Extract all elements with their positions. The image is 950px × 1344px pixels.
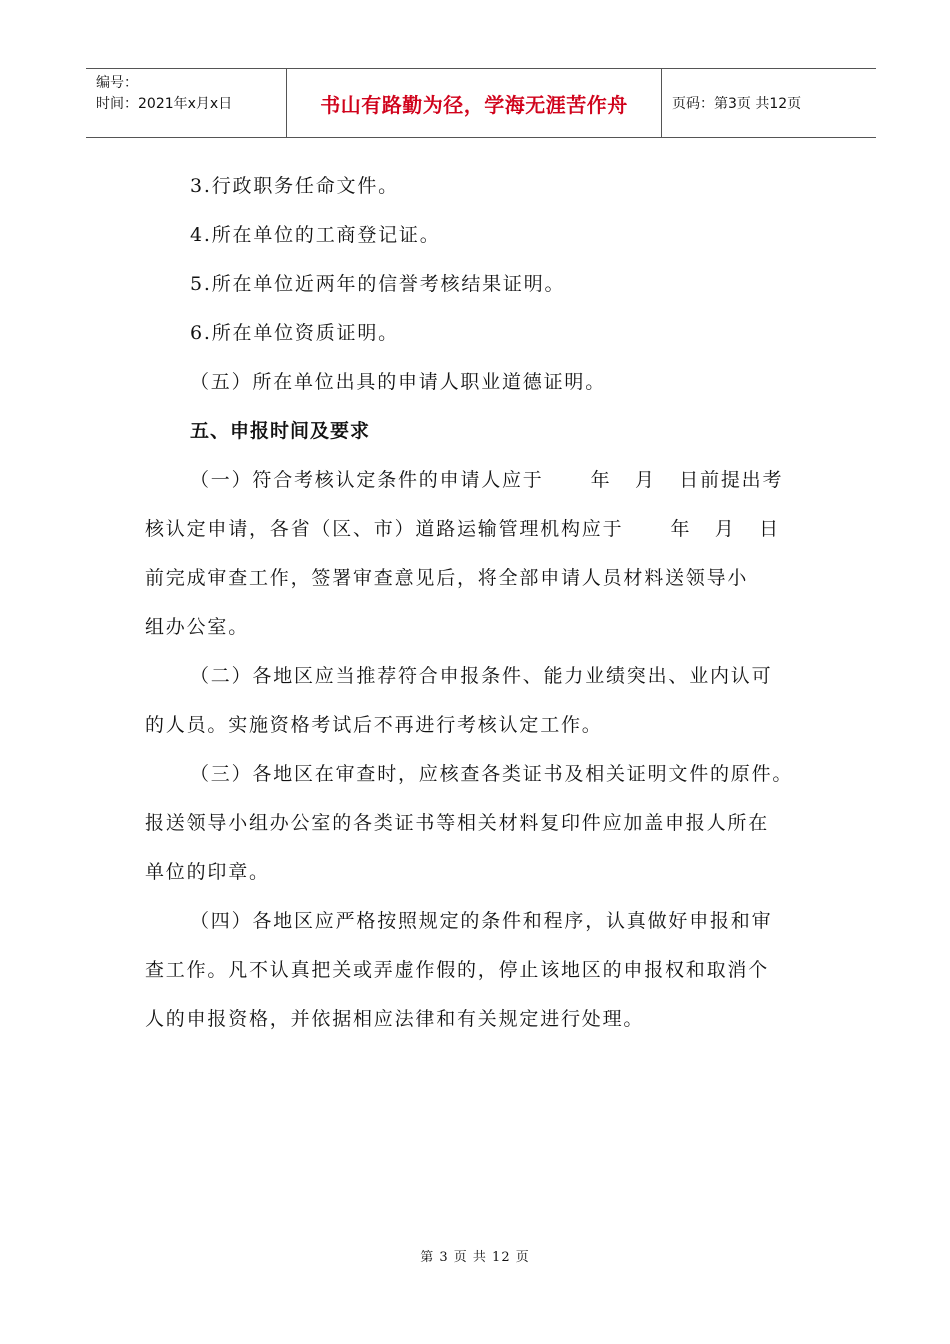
document-body: [145, 162, 825, 1044]
list-item-5: 5.所在单位近两年的信誉考核结果证明。: [190, 273, 566, 295]
list-item-4: 4.所在单位的工商登记证。: [190, 224, 441, 246]
page-footer: 第 3 页 共 12 页: [420, 1250, 530, 1265]
paragraph-5: （五）所在单位出具的申请人职业道德证明。: [190, 371, 607, 393]
header-page-info: 页码：第3页 共12页: [672, 96, 802, 112]
header-meta: [86, 69, 286, 137]
document-time-label: 时间：2021年x月x日: [96, 96, 233, 112]
paragraph-line: 的人员。实施资格考试后不再进行考核认定工作。: [145, 714, 603, 736]
list-item-6: 6.所在单位资质证明。: [190, 322, 399, 344]
list-item-3: 3.行政职务任命文件。: [190, 175, 399, 197]
paragraph-line: 报送领导小组办公室的各类证书等相关材料复印件应加盖申报人所在: [145, 812, 770, 834]
paragraph-line: （四）各地区应严格按照规定的条件和程序，认真做好申报和审: [190, 910, 773, 932]
paragraph-line: （三）各地区在审查时，应核查各类证书及相关证明文件的原件。: [190, 763, 794, 785]
paragraph-line: 组办公室。: [145, 616, 250, 638]
paragraph-line: 查工作。凡不认真把关或弄虚作假的，停止该地区的申报权和取消个: [145, 959, 770, 981]
section-heading: 五、申报时间及要求: [190, 420, 371, 442]
page-header: [86, 68, 876, 138]
paragraph-line: 前完成审查工作，签署审查意见后，将全部申请人员材料送领导小: [145, 567, 749, 589]
paragraph-line: 单位的印章。: [145, 861, 270, 883]
document-number-label: 编号：: [96, 75, 138, 91]
paragraph-line: 人的申报资格，并依据相应法律和有关规定进行处理。: [145, 1008, 645, 1030]
paragraph-line: （二）各地区应当推荐符合申报条件、能力业绩突出、业内认可: [190, 665, 773, 687]
header-motto: 书山有路勤为径，学海无涯苦作舟: [286, 69, 662, 137]
paragraph-line: 核认定申请，各省（区、市）道路运输管理机构应于 年 月 日: [145, 518, 780, 540]
paragraph-line: （一）符合考核认定条件的申请人应于 年 月 日前提出考: [190, 469, 784, 491]
